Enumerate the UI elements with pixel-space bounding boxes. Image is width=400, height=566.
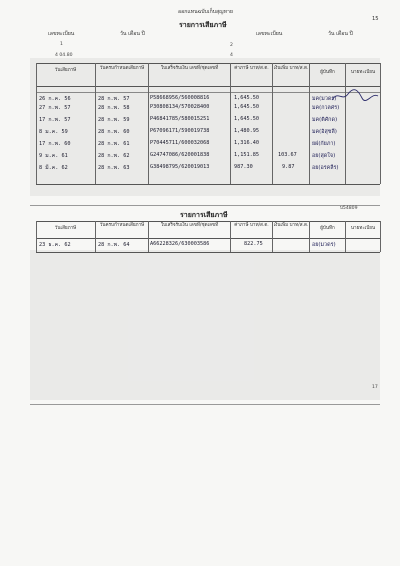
signature-scribble xyxy=(330,88,380,104)
misc-left-1: 1 xyxy=(60,42,63,47)
t1-col-fine: เงินเพิ่ม บาท/ส.ต. xyxy=(273,66,309,71)
date-label-left: วัน เดือน ปี xyxy=(120,31,145,37)
t1-col-receipt: ใบเสร็จรับเงิน เลขที่/ชุดเลขที่ xyxy=(160,66,219,71)
t2-col-due: วันครบกำหนดเสียภาษี xyxy=(99,223,145,228)
scan-shade-top xyxy=(30,58,380,196)
misc-left-2: 4 04.80 xyxy=(55,53,73,58)
page-number: 15 xyxy=(372,16,379,22)
t1-col-tax: ค่าภาษี บาท/ส.ต. xyxy=(234,66,269,71)
org-name: ออกแทนฉบับเก็บสุญหาย xyxy=(178,9,233,15)
table2-ref: บ54809 xyxy=(340,206,358,211)
t1-col-recorder: ผู้บันทึก xyxy=(320,70,335,75)
t1-col-paid: วันเสียภาษี xyxy=(54,68,77,73)
table2-title: รายการเสียภาษี xyxy=(180,211,228,219)
t2-col-registrar: นายทะเบียน xyxy=(350,226,376,231)
t2-col-paid: วันเสียภาษี xyxy=(54,226,77,231)
t1-col-due: วันครบกำหนดเสียภาษี xyxy=(99,66,145,71)
row-num-1: 2 xyxy=(230,43,233,48)
t2-col-receipt: ใบเสร็จรับเงิน เลขที่/ชุดเลขที่ xyxy=(160,223,219,228)
footer-page-mark: 17 xyxy=(372,385,378,390)
register-label-right: เลขทะเบียน xyxy=(256,31,283,37)
t2-col-tax: ค่าภาษี บาท/ส.ต. xyxy=(234,223,269,228)
register-label-left: เลขทะเบียน xyxy=(48,31,75,37)
date-label-right: วัน เดือน ปี xyxy=(328,31,353,37)
document-page: ออกแทนฉบับเก็บสุญหาย 15 รายการเสียภาษี เลขทะเบียน วัน เดือน ปี เลขทะเบียน วัน เดือน ปี 1 2 4 04.80 4 วันเสียภาษี วันครบกำหนดเสียภาษี ใบเสร็จรับเงิน เลขที่/ชุดเลขที่ ค่าภาษี บาท/ส.ต. เงินเพิ่ม บาท/ส.ต. ผู้บันทึก นายทะเบียน 26 ก.ค. 56 28 ก.พ. 57 P58668956/560008816 1,645.50 มค(มวดร) 27 ก.พ. 57 28 ก.พ. 58 P30808134/570028400 1,645.50 มค(กวลศร) 17 ก.พ. 57 28 ก.พ. 59 P46841785/580015251 1,645.50 มค(ติศักด) 8 ม.ค. 59 28 ก.พ. 60 P67096171/590019738 1,480.95 มค(อิสุชลี) 17 ก.พ. 60 28 ก.พ. 61 P70445711/600032068 1,316.40 ยฝ(กัยภา) 9 ม.ค. 61 28 ก.พ. 62 G24747086/620001838 1,151.85 103.67 อย(สุดใจ) 8 มี.ค. 62 28 ก.พ. 63 G38498795/620019013 987.30 9.87 อย(อรคลีร) บ54809 รายการเสียภาษี วันเสียภาษี วันครบกำหนดเสียภาษี ใบเสร็จรับเงิน เลขที่/ชุดเลขที่ ค่าภาษี บาท/ส.ต. เงินเพิ่ม บาท/ส.ต. ผู้บันทึก นายทะเบียน 23 ธ.ค. 62 28 ก.พ. 64 A66228326/630003586 822.75 อย(มวดร) 17 xyxy=(0,0,400,566)
t1-col-registrar: นายทะเบียน xyxy=(350,70,376,75)
t2-col-fine: เงินเพิ่ม บาท/ส.ต. xyxy=(273,223,309,228)
row-num-2: 4 xyxy=(230,53,233,58)
t2-col-recorder: ผู้บันทึก xyxy=(320,226,335,231)
scan-shade-bottom xyxy=(30,250,380,400)
page-title: รายการเสียภาษี xyxy=(179,21,227,29)
